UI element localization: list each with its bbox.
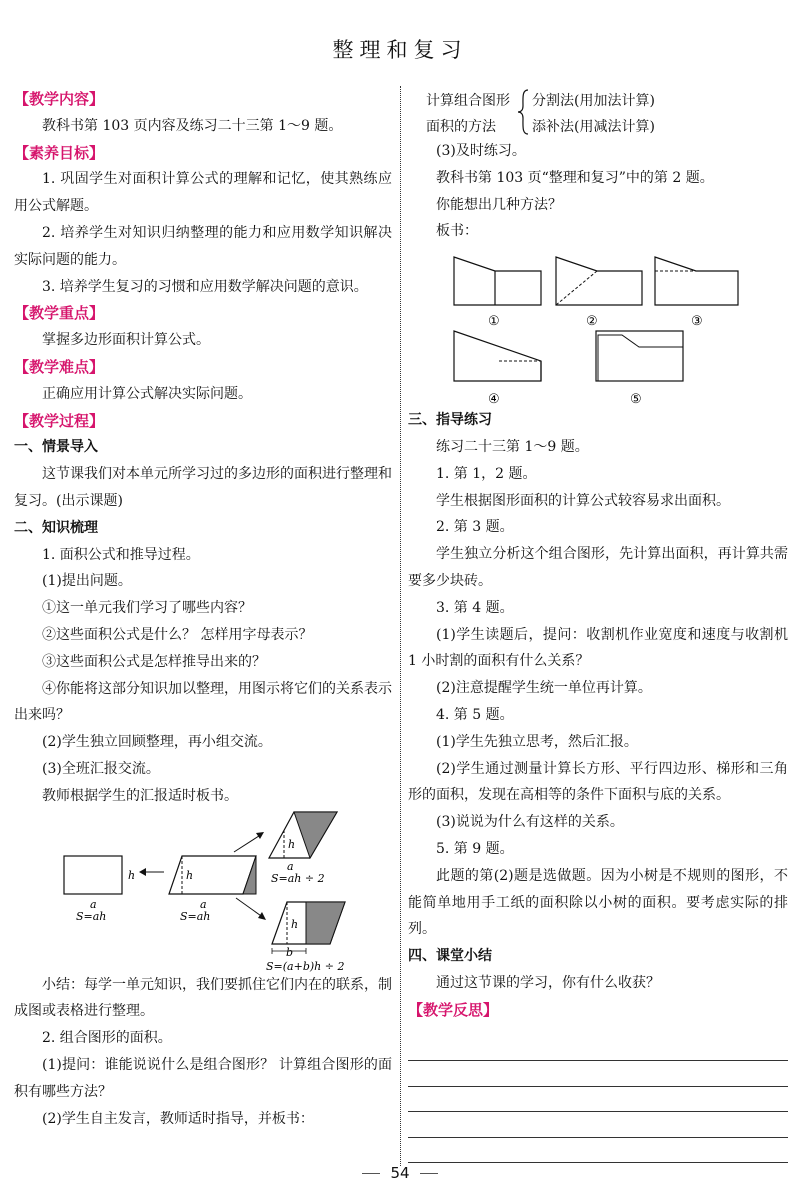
parallelogram-cut — [243, 856, 256, 894]
trap-formula: S=(a+b)h ÷ 2 — [266, 959, 345, 972]
goal-2: 2. 培养学生对知识归纳整理的能力和应用数学知识解决实际问题的能力。 — [14, 224, 392, 268]
question-1: ①这一单元我们学习了哪些内容？ — [42, 600, 252, 617]
exercise-4: 4. 第 5 题。 — [436, 706, 514, 723]
para-label-a: a — [200, 897, 207, 911]
column-divider — [400, 86, 401, 1166]
left-column — [14, 86, 392, 1132]
tri-label-h: h — [288, 837, 296, 851]
knowledge-2c-1: 教科书第 103 页“整理和复习”中的第 2 题。 — [436, 169, 714, 186]
figure-3-number: ③ — [691, 314, 703, 330]
right-column — [408, 86, 788, 1163]
arrow-up-icon — [256, 832, 264, 839]
section-3-title: 三、指导练习 — [408, 412, 492, 429]
exercise-3b: (2)注意提醒学生统一单位再计算。 — [436, 680, 652, 697]
rect-formula: S=ah — [76, 909, 107, 923]
page-number-value: 54 — [390, 1164, 410, 1182]
exercise-2: 2. 第 3 题。 — [436, 519, 514, 536]
figure-4-number: ④ — [488, 392, 500, 408]
reflection-line[interactable] — [408, 1138, 788, 1164]
question-4: ④你能将这部分知识加以整理，用图示将它们的关系表示出来吗？ — [14, 680, 392, 724]
reflection-lines — [408, 1036, 788, 1164]
section-1-title: 一、情景导入 — [14, 439, 98, 456]
exercise-4b: (2)学生通过测量计算长方形、平行四边形、梯形和三角形的面积，发现在高相等的条件下面积与底的关系。 — [408, 760, 788, 804]
brace-right-line-1: 分割法(用加法计算) — [532, 93, 655, 109]
knowledge-2a: (1)提问：谁能说说什么是组合图形？ 计算组合图形的面积有哪些方法？ — [14, 1056, 392, 1100]
goal-1: 1. 巩固学生对面积计算公式的理解和记忆，使其熟练应用公式解题。 — [14, 171, 392, 215]
section-4-text: 通过这节课的学习，你有什么收获？ — [436, 974, 660, 991]
knowledge-2: 2. 组合图形的面积。 — [42, 1030, 172, 1047]
reflection-line[interactable] — [408, 1112, 788, 1138]
page-number-dash-right — [420, 1173, 438, 1174]
knowledge-1a: (1)提出问题。 — [42, 573, 132, 590]
knowledge-2c: (3)及时练习。 — [436, 143, 526, 159]
trapezoid-copy — [306, 902, 345, 944]
reflection-line[interactable] — [408, 1036, 788, 1062]
rect-label-a: a — [90, 897, 97, 911]
exercise-1-text: 学生根据图形面积的计算公式较容易求出面积。 — [436, 492, 730, 509]
trap-label-h: h — [291, 917, 299, 931]
question-3: ③这些面积公式是怎样推导出来的？ — [42, 653, 266, 670]
exercise-3: 3. 第 4 题。 — [436, 599, 514, 616]
teaching-content-text: 教科书第 103 页内容及练习二十三第 1～9 题。 — [42, 117, 343, 134]
brace-left-line-2: 面积的方法 — [426, 119, 496, 135]
exercise-2-text: 学生独立分析这个组合图形，先计算出面积，再计算共需要多少块砖。 — [408, 546, 788, 589]
brace-icon — [516, 88, 530, 136]
section-4-title: 四、课堂小结 — [408, 948, 492, 965]
heading-key-point: 【教学重点】 — [14, 304, 105, 323]
knowledge-1b: (2)学生独立回顾整理，再小组交流。 — [42, 734, 272, 751]
knowledge-2b: (2)学生自主发言，教师适时指导，并板书： — [42, 1110, 314, 1127]
heading-reflection: 【教学反思】 — [408, 1000, 499, 1019]
page-number-dash-left — [362, 1173, 380, 1174]
page-number — [0, 1164, 800, 1182]
figure-2-number: ② — [586, 314, 598, 330]
figure-1-number: ① — [488, 314, 500, 330]
knowledge-1c: (3)全班汇报交流。 — [42, 760, 160, 777]
knowledge-1d: 教师根据学生的汇报适时板书。 — [42, 787, 238, 804]
exercise-intro: 练习二十三第 1～9 题。 — [436, 438, 589, 455]
exercise-3a: (1)学生读题后，提问：收割机作业宽度和速度与收割机 1 小时割的面积有什么关系？ — [408, 626, 788, 670]
brace-right-line-2: 添补法(用减法计算) — [532, 119, 655, 135]
key-point-text: 掌握多边形面积计算公式。 — [42, 332, 210, 349]
area-formula-diagram — [14, 810, 392, 972]
exercise-4a: (1)学生先独立思考，然后汇报。 — [436, 733, 638, 750]
section-2-title: 二、知识梳理 — [14, 519, 98, 536]
knowledge-1: 1. 面积公式和推导过程。 — [42, 546, 200, 563]
exercise-5-text: 此题的第(2)题是选做题。因为小树是不规则的图形，不能简单地用手工纸的面积除以小树的面积。要考虑实际的排列。 — [408, 867, 788, 938]
board-label: 板书： — [436, 223, 478, 240]
knowledge-2c-2: 你能想出几种方法？ — [436, 196, 562, 213]
heading-teaching-content: 【教学内容】 — [14, 90, 105, 108]
goal-3: 3. 培养学生复习的习惯和应用数学解决问题的意识。 — [42, 278, 368, 295]
brace-left-line-1: 计算组合图形 — [426, 93, 510, 109]
reflection-line[interactable] — [408, 1087, 788, 1113]
difficulty-text: 正确应用计算公式解决实际问题。 — [42, 385, 252, 402]
para-formula: S=ah — [180, 909, 211, 923]
heading-difficulty: 【教学难点】 — [14, 357, 105, 376]
arrow-left-icon — [139, 868, 146, 876]
question-2: ②这些面积公式是什么？ 怎样用字母表示？ — [42, 626, 313, 643]
heading-process: 【教学过程】 — [14, 411, 105, 430]
page-title: 整理和复习 — [332, 38, 468, 62]
tri-label-a: a — [287, 859, 294, 873]
rect-label-h: h — [128, 868, 136, 882]
combined-area-methods — [408, 86, 788, 138]
exercise-4c: (3)说说为什么有这样的关系。 — [436, 814, 624, 831]
exercise-5: 5. 第 9 题。 — [436, 840, 514, 857]
section-1-text: 这节课我们对本单元所学习过的多边形的面积进行整理和复习。(出示课题) — [14, 466, 392, 509]
summary-text: 小结：每学一单元知识，我们要抓住它们内在的联系，制成图或表格进行整理。 — [14, 976, 392, 1020]
figure-5-number: ⑤ — [630, 392, 642, 408]
heading-goals: 【素养目标】 — [14, 143, 105, 162]
combined-figure-methods — [408, 245, 788, 407]
trap-label-b: b — [286, 945, 294, 959]
triangle-copy — [294, 812, 337, 858]
tri-formula: S=ah ÷ 2 — [271, 871, 325, 885]
reflection-line[interactable] — [408, 1061, 788, 1087]
rectangle-shape — [64, 856, 122, 894]
para-label-h: h — [186, 868, 194, 882]
exercise-1: 1. 第 1，2 题。 — [436, 465, 537, 482]
arrow-down-icon — [258, 912, 266, 920]
